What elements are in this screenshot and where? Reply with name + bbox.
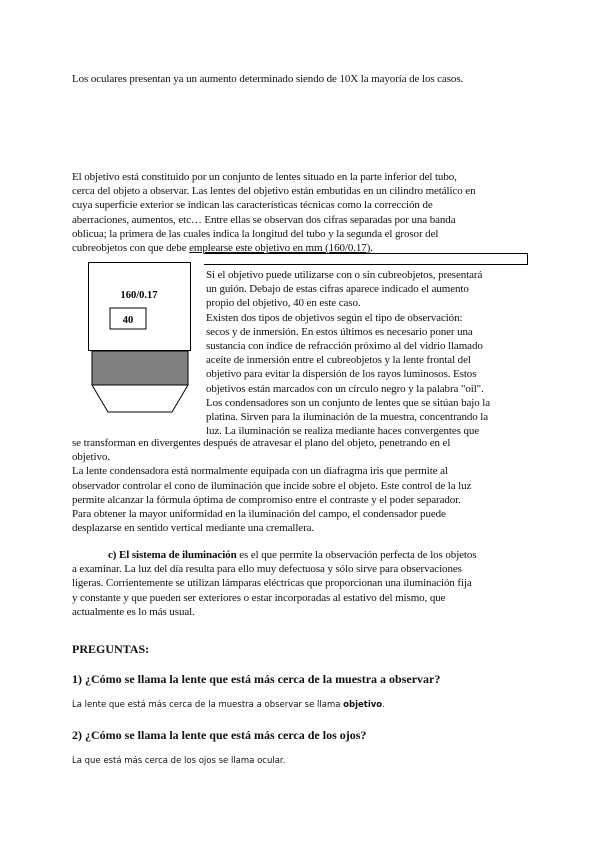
text-line: desplazarse en sentido vertical mediante una cremallera. xyxy=(72,522,315,535)
text-line: cuya superficie exterior se indican las características técnicas como la corrección de xyxy=(72,199,433,212)
question-1: 1) ¿Cómo se llama la lente que está más cerca de la muestra a observar? xyxy=(72,672,441,686)
answer-2: La que está más cerca de los ojos se llama ocular. xyxy=(72,756,286,766)
objective-band xyxy=(92,351,188,385)
text-segment: La lente que está más cerca de la muestra a observar se llama xyxy=(72,700,344,710)
text-line: actualmente es lo más usual. xyxy=(72,605,195,618)
text-line: objetivo para evitar la dispersión de los rayos luminosos. Estos xyxy=(206,368,477,381)
text-line: permite alcanzar la fórmula óptima de compromiso entre el contraste y el poder separador. xyxy=(72,493,461,506)
text-frame-border xyxy=(204,253,528,265)
text-line: aberraciones, aumentos, etc… Entre ellas se observan dos cifras separadas por una banda xyxy=(72,213,456,226)
objective-paragraph xyxy=(72,170,532,255)
objective-body-outline xyxy=(89,263,191,351)
text-line: luz. La iluminación se realiza mediante haces convergentes que xyxy=(206,425,480,438)
text-segment: cubreobjetos con que debe xyxy=(72,242,190,255)
questions-heading: PREGUNTAS: xyxy=(72,642,150,656)
intro-paragraph: Los oculares presentan ya un aumento determinado siendo de 10X la mayoría de los casos. xyxy=(72,73,464,85)
text-line: secos y de inmersión. En estos últimos es necesario poner una xyxy=(206,325,473,338)
text-line: sustancia con índice de refracción próximo al del vidrio llamado xyxy=(206,340,483,353)
text-line: Para obtener la mayor uniformidad en la iluminación del campo, el condensador puede xyxy=(72,508,446,521)
text-line: aceite de inmersión entre el cubreobjetos y la lente frontal del xyxy=(206,354,471,367)
text-segment: . xyxy=(382,700,385,710)
text-line: a examinar. La luz del día resulta para ello muy defectuosa y sólo sirve para observaciones xyxy=(72,563,462,576)
text-line: La lente condensadora está normalmente equipada con un diafragma iris que permite al xyxy=(72,465,448,478)
section-heading: c) El sistema de iluminación xyxy=(108,549,237,561)
text-line: observador controlar el cono de iluminación que incide sobre el objeto. Este control de la luz xyxy=(72,479,472,492)
text-line: El objetivo está constituido por un conjunto de lentes situado en la parte inferior del tubo, xyxy=(72,171,457,183)
text-segment: . xyxy=(370,242,373,255)
illumination-paragraph xyxy=(72,548,542,619)
text-line: platina. Sirven para la iluminación de la muestra, concentrando la xyxy=(206,411,489,424)
side-text xyxy=(206,268,536,438)
objective-tip xyxy=(92,385,188,412)
condenser-paragraph xyxy=(72,436,542,535)
text-line: Los condensadores son un conjunto de lentes que se sitúan bajo la xyxy=(206,396,491,409)
text-segment: es el que permite la observación perfecta de los objetos xyxy=(236,549,477,561)
text-line: propio del objetivo, 40 en este caso. xyxy=(206,297,361,310)
text-line: Si el objetivo puede utilizarse con o sin cubreobjetos, presentará xyxy=(206,269,483,281)
text-line: un guión. Debajo de estas cifras aparece indicado el aumento xyxy=(206,283,469,296)
text-line: ligeras. Corrientemente se utilizan lámparas eléctricas que proporcionan una iluminación fija xyxy=(72,577,472,590)
figure-label-box: 40 xyxy=(122,315,134,326)
text-line: objetivo. xyxy=(72,451,110,464)
answer-1 xyxy=(72,700,385,710)
text-line: objetivos están marcados con un círculo negro y la palabra "oil". xyxy=(206,382,484,395)
objective-lens-figure xyxy=(88,262,192,430)
text-line: cerca del objeto a observar. Las lentes del objetivo están embutidas en un cilindro metálico en xyxy=(72,185,476,198)
figure-label-top: 160/0.17 xyxy=(120,290,158,301)
underlined-text: emplearse este objetivo en mm (160/0.17) xyxy=(189,242,371,255)
text-line xyxy=(72,548,542,562)
text-line: oblicua; la primera de las cuales indica la longitud del tubo y la segunda el grosor del xyxy=(72,227,439,240)
text-line: se transforman en divergentes después de atravesar el plano del objeto, penetrando en el xyxy=(72,437,451,449)
text-line: Existen dos tipos de objetivos según el tipo de observación: xyxy=(206,311,463,324)
answer-1-bold: objetivo xyxy=(343,700,383,710)
text-line: y constante y que pueden ser exteriores o estar incorporadas al estativo del mismo, que xyxy=(72,591,446,604)
question-2: 2) ¿Cómo se llama la lente que está más cerca de los ojos? xyxy=(72,728,367,742)
